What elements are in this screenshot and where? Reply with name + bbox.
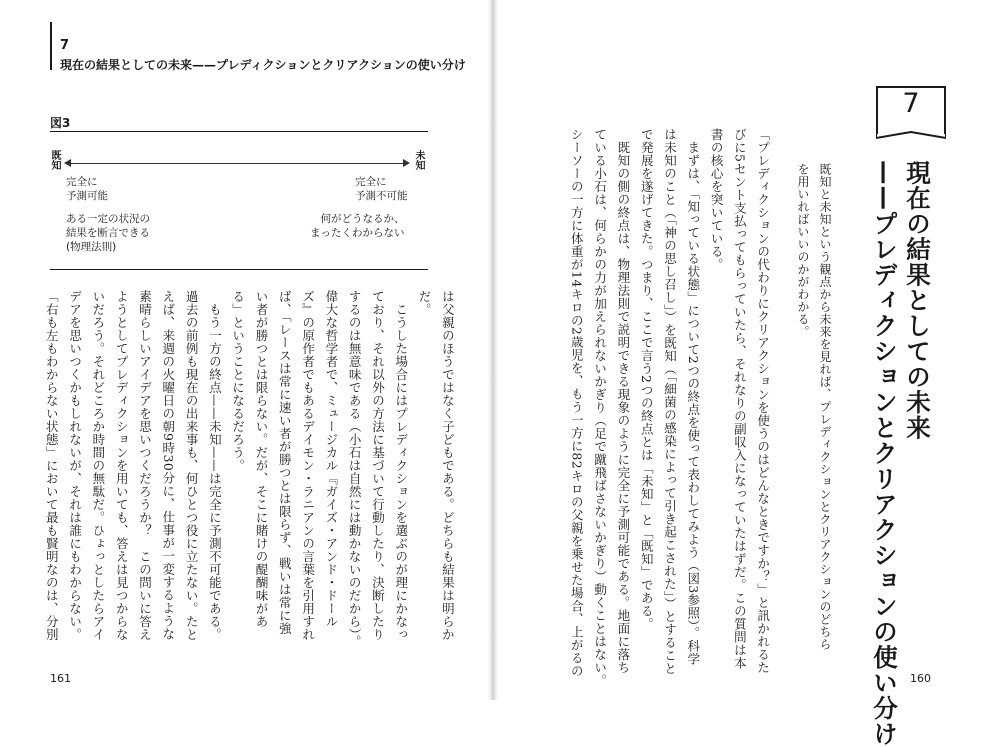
figure-right-caption: 完全に 予測不可能 xyxy=(355,176,408,202)
chapter-title: 現在の結果としての未来 ——プレディクションとクリアクションの使い分け xyxy=(870,160,932,747)
knowledge-axis-line xyxy=(70,163,404,164)
figure-bottom-rule xyxy=(50,269,428,270)
axis-left-end-label: 既知 xyxy=(49,150,60,170)
axis-right-end-label: 未知 xyxy=(413,150,424,170)
book-gutter xyxy=(488,0,498,700)
right-body-text: 「プレディクションの代わりにクリアクションを使うのはどんなときですか？」と訊かれるた びに5セント支払ってもらっていたら、それなりの副収入になっていたはずだ。この質問は本 書の核心を突いている。 まずは、「知っている状態」について2つの終点を使って表わしてみよう（図3参照）。科学 は未知のこと（「神の思し召し」）を既知（「細菌の感染によって引き起こされた」）とすること で発展を遂げてきた。つまり、ここで言う2つの終点とは「未知」と「既知」である。 既知の側の終点は、物理法則で説明できる現象のように完全に予測可能である。地面に落ち ている小石は、何らかの力が加えられないかぎり（足で蹴飛ばさないかぎり）動くことはない。 シーソーの一方に体重が14キロの2歳児を、もう一方に82キロの父親を乗せた場合、上がるの xyxy=(569,128,771,687)
figure-left-caption: 完全に 予測可能 xyxy=(66,176,108,202)
left-page xyxy=(0,0,490,700)
chapter-lead: 既知と未知という観点から未来を見れば、プレディクションとクリアクションのどちら を用いればいいのかがわかる。 xyxy=(796,163,832,651)
chapter-number: 7 xyxy=(902,88,920,119)
figure-label: 図3 xyxy=(50,116,71,130)
chapter-box-ribbon-icon xyxy=(876,128,946,144)
axis-right-arrow-icon xyxy=(403,159,410,167)
figure-right-example: 何がどうなるか、 まったくわからない xyxy=(310,213,405,239)
running-header-rule xyxy=(50,22,52,70)
figure-top-rule xyxy=(50,131,428,132)
page-number-left: 161 xyxy=(50,672,71,685)
figure-left-example: ある一定の状況の 結果を断言できる (物理法則) xyxy=(66,213,150,253)
page-number-right: 160 xyxy=(910,672,931,685)
left-body-text: は父親のほうではなく子どもである。どちらも結果は明らか だ。 こうした場合にはプレディクションを選ぶのが理にかなっ ており、それ以外の方法に基づいて行動したり、決断したり するのは無意味である（小石は自然には動かないのだから）。 偉大な哲学者で、ミュージカル『ガイズ・アンド・ドール ズ』の原作者でもあるデイモン・ラニアンの言葉を引用すれ ば、「レースは常に速い者が勝つとは限らず、戦いは常に強 い者が勝つとは限らない。だが、そこに賭けの醍醐味があ る」ということになるだろう。 もう一方の終点——未知——は完全に予測不可能である。 過去の前例も現在の出来事も、何ひとつ役に立たない。たと えば、来週の火曜日の朝9時30分に、仕事が一変するような 素晴らしいアイデアを思いつくだろうか？ この問いに答え ようとしてプレディクションを用いても、答えは見つからな いだろう。それどころか時間の無駄だ。ひょっとしたらアイ デアを思いつくかもしれないが、それは誰にもわからない。 「右も左もわからない状態」において最も賢明なのは、分別 xyxy=(44,290,456,648)
running-header-chapter-number: 7 xyxy=(60,38,70,53)
running-header-chapter-title: 現在の結果としての未来——プレディクションとクリアクションの使い分け xyxy=(60,58,466,72)
